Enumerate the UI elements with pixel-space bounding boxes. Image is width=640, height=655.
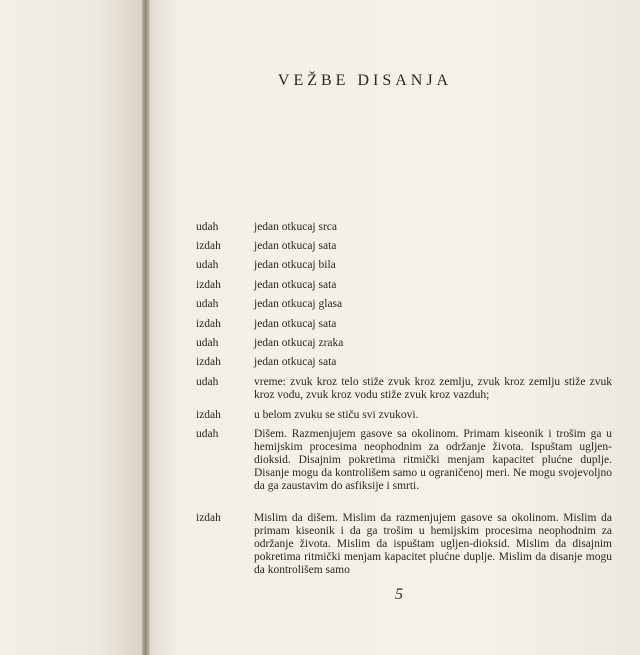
breath-label: udah bbox=[196, 337, 219, 349]
breath-text: jedan otkucaj srca bbox=[254, 221, 338, 233]
breath-label: udah bbox=[196, 259, 219, 271]
breath-label: udah bbox=[196, 298, 219, 310]
left-page bbox=[0, 0, 142, 655]
breath-text: jedan otkucaj zraka bbox=[254, 337, 344, 349]
page-title: VEŽBE DISANJA bbox=[277, 72, 453, 89]
breath-text: Mislim da dišem. Mislim da razmenjujem gasove sa okolinom. Mislim da primam kiseonik i da ga trošim u hemijskim procesima neophodnim za održanje života. Mislim da ispuštam ugljen-dioksid. Mislim da disajnim pokretima ritmički menjam kapacitet plućne duplje. Mislim da disanje mogu da kontrolišem samo bbox=[254, 512, 612, 576]
breath-text: vreme: zvuk kroz telo stiže zvuk kroz zemlju, zvuk kroz zemlju stiže zvuk kroz vodu, zvuk kroz vodu stiže zvuk kroz vazduh; bbox=[254, 376, 612, 401]
breath-text: jedan otkucaj glasa bbox=[254, 298, 343, 310]
page-number: 5 bbox=[395, 586, 403, 603]
breath-label: izdah bbox=[196, 512, 221, 524]
breath-label: izdah bbox=[196, 409, 221, 421]
breath-label: izdah bbox=[196, 240, 221, 252]
breath-text: jedan otkucaj bila bbox=[254, 259, 336, 271]
breath-label: izdah bbox=[196, 356, 221, 368]
breath-text: jedan otkucaj sata bbox=[254, 318, 337, 330]
breath-text: jedan otkucaj sata bbox=[254, 279, 337, 291]
breath-label: udah bbox=[196, 221, 219, 233]
book-spine bbox=[142, 0, 150, 655]
breath-text: jedan otkucaj sata bbox=[254, 240, 337, 252]
breath-label: udah bbox=[196, 376, 219, 388]
breath-label: udah bbox=[196, 428, 219, 440]
breath-label: izdah bbox=[196, 279, 221, 291]
breath-label: izdah bbox=[196, 318, 221, 330]
breath-text: u belom zvuku se stiču svi zvukovi. bbox=[254, 409, 419, 421]
breath-text: jedan otkucaj sata bbox=[254, 356, 337, 368]
breath-text: Dišem. Razmenjujem gasove sa okolinom. Primam kiseonik i trošim ga u hemijskim procesima neophodnim za održanje života. Ispuštam ugljen-dioksid. Disajnim pokretima ritmički menjam kapacitet plućne duplje. Disanje mogu da kontrolišem samo u ograničenoj meri. Ne mogu svojevoljno da ga zaustavim do asfiksije i smrti. bbox=[254, 428, 612, 492]
